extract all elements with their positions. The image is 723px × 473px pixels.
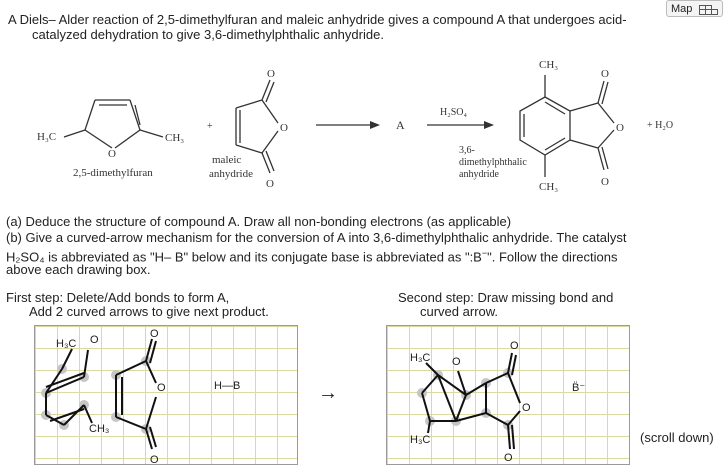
product-label-3: anhydride (459, 169, 499, 180)
step1-carbonyl-o-top: O (150, 328, 159, 340)
step1-h3c: H₃C (56, 338, 77, 350)
diene-bonds (46, 349, 92, 425)
maleic-label-1: maleic (212, 154, 242, 166)
product-label-1: 3,6- (459, 145, 475, 156)
reagent-h2so4: H₂SO₄ (440, 107, 467, 118)
furan-structure (64, 100, 163, 148)
map-button-label: Map (671, 3, 693, 15)
question-a: (a) Deduce the structure of compound A. Draw all non-bonding electrons (as applicable) (6, 214, 512, 229)
step2-carbonyl-o-bottom: O (504, 452, 513, 464)
maleic-carbonyl-o-bottom: O (266, 178, 274, 190)
step1-subtitle: Add 2 curved arrows to give next product. (29, 304, 269, 319)
step2-oxonium-o: O (452, 356, 461, 368)
furan-h3c: H₃C (37, 131, 57, 143)
step2-ring-o: O (522, 402, 531, 414)
maleic-anhydride-structure (236, 80, 278, 173)
step2-structures[interactable] (386, 325, 630, 465)
phthalic-anhydride-structure (520, 75, 614, 177)
maleic-ring-o: O (280, 122, 288, 134)
step1-ch3: CH₃ (89, 423, 110, 435)
problem-statement-line1: A Diels– Alder reaction of 2,5-dimethylfuran and maleic anhydride gives a compound A that undergoes acid- (8, 12, 627, 27)
product-ch3-bottom: CH₃ (539, 181, 559, 193)
step2-base: B̈⁻ (572, 382, 586, 394)
water-byproduct: + H₂O (647, 120, 674, 131)
step1-carbonyl-o-bottom: O (150, 454, 159, 465)
map-button[interactable] (666, 0, 723, 17)
reaction-scheme (0, 45, 723, 205)
step1-structures[interactable] (34, 325, 298, 465)
product-ch3-top: CH₃ (539, 59, 559, 71)
product-carbonyl-o-top: O (601, 68, 609, 80)
adduct-bonds (422, 353, 520, 449)
map-grid-icon (699, 5, 719, 15)
step2-h3c-bottom: H₃C (410, 434, 431, 446)
problem-statement-line2: catalyzed dehydration to give 3,6-dimethylphthalic anhydride. (32, 27, 384, 42)
product-ring-o: O (616, 122, 624, 134)
question-c-post: ". Follow the directions (487, 249, 618, 265)
reaction-arrow-2 (427, 121, 494, 129)
step-arrow: → (318, 382, 338, 404)
reaction-arrow-1 (316, 121, 380, 129)
step2-subtitle: curved arrow. (420, 304, 499, 319)
furan-oxygen: O (108, 148, 116, 160)
step1-title: First step: Delete/Add bonds to form A, (6, 290, 230, 305)
scroll-down-hint[interactable]: (scroll down) (640, 430, 714, 445)
product-carbonyl-o-bottom: O (601, 176, 609, 188)
step1-hb: H—B (214, 380, 241, 392)
dienophile-bonds (116, 339, 156, 449)
step2-carbonyl-o-top: O (510, 340, 519, 352)
plus-sign: + (207, 121, 213, 132)
step1-ring-o: O (157, 382, 166, 394)
question-c-sup: − (481, 248, 488, 258)
step2-title: Second step: Draw missing bond and (398, 290, 614, 305)
maleic-carbonyl-o-top: O (267, 68, 275, 80)
question-d: above each drawing box. (6, 262, 151, 277)
intermediate-a: A (396, 118, 405, 132)
step2-h3c-top: H₃C (410, 352, 431, 364)
step1-furan-o: O (90, 334, 99, 346)
furan-ch3: CH₃ (165, 132, 185, 144)
question-b: (b) Give a curved-arrow mechanism for the conversion of A into 3,6-dimethylphthalic anhydride. The catalyst (6, 230, 627, 245)
question-c-pre: H₂SO₄ is abbreviated as "H– B" below and its conjugate base is abbreviated as ":B (6, 249, 482, 265)
furan-label: 2,5-dimethylfuran (73, 167, 153, 179)
maleic-label-2: anhydride (209, 168, 253, 180)
product-label-2: dimethylphthalic (459, 157, 527, 168)
